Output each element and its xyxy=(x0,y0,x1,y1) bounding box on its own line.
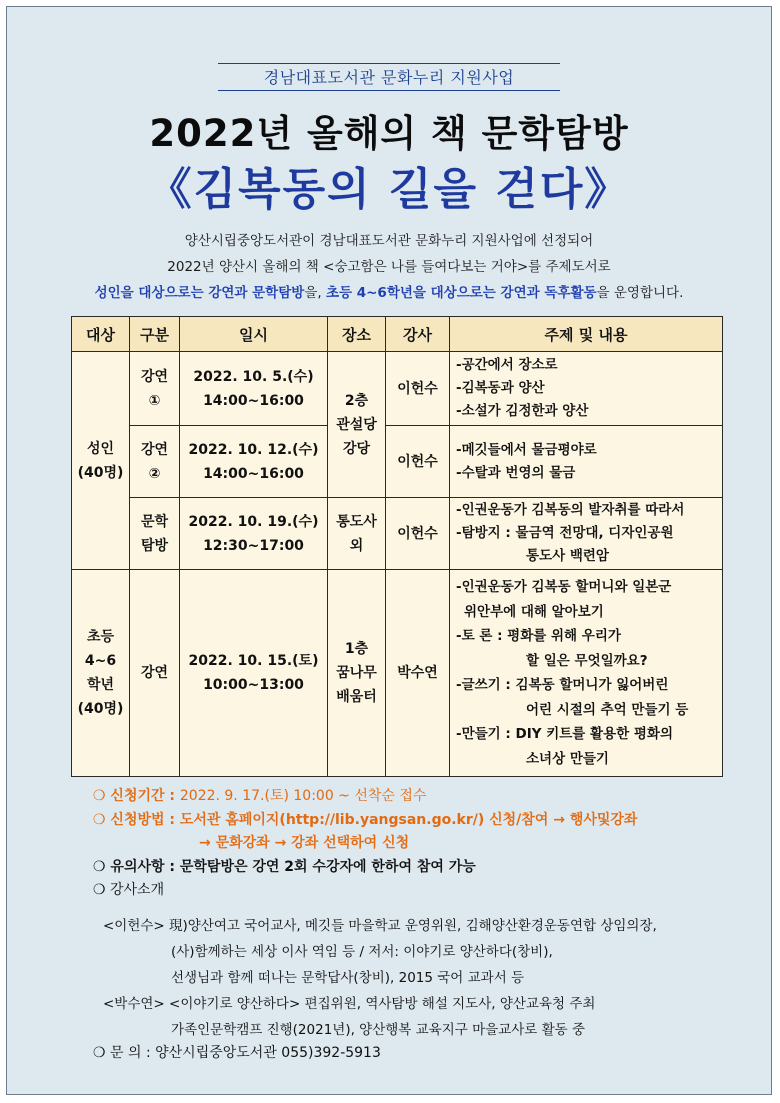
method-row-continued: → 문화강좌 → 강좌 선택하여 신청 xyxy=(199,835,410,851)
notice-row xyxy=(93,856,637,880)
poster-subtitle: 《김복동의 길을 걷다》 xyxy=(147,164,631,215)
header-target: 대상 xyxy=(72,317,130,352)
table-row xyxy=(72,498,723,570)
contact-row xyxy=(93,1042,381,1062)
lecturer-lee-line: (사)함께하는 세상 이사 역임 등 / 저서: 이야기로 양산하다(창비), xyxy=(171,944,553,960)
type-number: ② xyxy=(148,465,161,482)
target-count: (40명) xyxy=(77,701,124,717)
target-child xyxy=(72,570,130,777)
content-cell xyxy=(450,426,723,498)
target-label: 학년 xyxy=(86,677,115,693)
content-line: 할 일은 무엇일까요? xyxy=(526,652,648,669)
lecturer-park-line: <박수연> <이야기로 양산하다> 편집위원, 역사탐방 해설 지도사, 양산교육청 주최 xyxy=(103,996,596,1012)
time-text: 10:00~13:00 xyxy=(203,677,304,693)
content-cell xyxy=(450,570,723,777)
type-cell: 강연 xyxy=(130,570,180,777)
content-line: 소녀상 만들기 xyxy=(526,750,609,767)
contact-value: 양산시립중앙도서관 055)392-5913 xyxy=(155,1045,381,1061)
content-line: -탐방지 : 물금역 전망대, 디자인공원 xyxy=(456,525,674,541)
lecturer-cell: 이헌수 xyxy=(386,498,450,570)
place-line: 통도사 xyxy=(336,513,377,530)
intro-line-3 xyxy=(7,280,771,306)
target-label: 초등 xyxy=(86,629,115,645)
table-row xyxy=(72,352,723,426)
type-cell xyxy=(130,426,180,498)
place-line: 관설당 xyxy=(336,416,377,433)
poster-frame xyxy=(6,6,772,1095)
content-line: -소설가 김정한과 양산 xyxy=(456,403,589,419)
lecturer-intro-title: ❍ 강사소개 xyxy=(93,882,165,898)
method-value: 도서관 홈페이지(http://lib.yangsan.go.kr/) 신청/참여 → 행사및강좌 xyxy=(179,811,638,828)
time-text: 14:00~16:00 xyxy=(203,465,304,482)
content-line: -수탈과 번영의 물금 xyxy=(456,464,576,481)
intro-line-2: 2022년 양산시 올해의 책 <숭고함은 나를 들여다보는 거야>를 주제도서로 xyxy=(167,259,611,275)
date-text: 2022. 10. 12.(수) xyxy=(188,441,319,458)
intro-line-1: 양산시립중앙도서관이 경남대표도서관 문화누리 지원사업에 선정되어 xyxy=(184,233,594,249)
place-line: 1층 xyxy=(344,641,369,657)
target-label: 성인 xyxy=(86,440,115,457)
schedule-table xyxy=(71,316,723,777)
type-number: ① xyxy=(148,392,161,409)
date-text: 2022. 10. 19.(수) xyxy=(188,513,319,530)
lecturer-park-line: 가족인문학캠프 진행(2021년), 양산행복 교육지구 마을교사로 활동 중 xyxy=(171,1022,585,1038)
lecturer-lee-line: <이헌수> 現)양산여고 국어교사, 메깃들 마을학교 운영위원, 김해양산환경운동연합 상임의장, xyxy=(103,918,657,934)
place-cell xyxy=(328,570,386,777)
content-line: -만들기 : DIY 키트를 활용한 평화의 xyxy=(456,726,673,742)
header-place: 장소 xyxy=(328,317,386,352)
period-row xyxy=(93,785,637,809)
date-text: 2022. 10. 5.(수) xyxy=(193,368,314,385)
type-label: 문학 xyxy=(140,513,169,530)
content-line: -공간에서 장소로 xyxy=(456,357,558,373)
content-cell xyxy=(450,498,723,570)
intro-text-part: 을, xyxy=(304,285,326,301)
type-cell xyxy=(130,498,180,570)
method-row xyxy=(93,809,637,833)
header-datetime: 일시 xyxy=(180,317,328,352)
place-cell xyxy=(328,498,386,570)
period-label: ❍ 신청기간 : xyxy=(93,788,180,804)
date-text: 2022. 10. 15.(토) xyxy=(188,653,319,669)
time-text: 14:00~16:00 xyxy=(203,392,304,409)
type-label: 강연 xyxy=(140,441,169,458)
content-line: 통도사 백련암 xyxy=(526,548,609,564)
content-line: -인권운동가 김복동 할머니와 일본군 xyxy=(456,579,672,595)
place-line: 배움터 xyxy=(336,689,377,705)
period-value: 2022. 9. 17.(토) 10:00 ~ 선착순 접수 xyxy=(179,788,427,804)
intro-text-part: 을 운영합니다. xyxy=(596,285,684,301)
lecturer-cell: 박수연 xyxy=(386,570,450,777)
table-row xyxy=(72,426,723,498)
lecturer-cell: 이헌수 xyxy=(386,426,450,498)
type-cell xyxy=(130,352,180,426)
place-line: 2층 xyxy=(344,392,369,409)
target-adult xyxy=(72,352,130,570)
poster-title: 2022년 올해의 책 문학탐방 xyxy=(149,112,629,155)
lecturer-bios xyxy=(103,913,657,1043)
content-line: -인권운동가 김복동의 발자취를 따라서 xyxy=(456,502,685,518)
content-cell xyxy=(450,352,723,426)
table-header-row xyxy=(72,317,723,352)
time-text: 12:30~17:00 xyxy=(203,537,304,554)
content-line: -메깃들에서 물금평야로 xyxy=(456,441,597,458)
datetime-cell xyxy=(180,570,328,777)
lecturer-cell: 이헌수 xyxy=(386,352,450,426)
type-label: 강연 xyxy=(140,368,169,385)
notice-label: ❍ 유의사항 : xyxy=(93,858,180,875)
datetime-cell xyxy=(180,426,328,498)
intro-child-highlight: 초등 4~6학년을 대상으로는 강연과 독후활동 xyxy=(325,285,597,301)
place-line: 꿈나무 xyxy=(336,665,377,681)
header-content: 주제 및 내용 xyxy=(450,317,723,352)
content-line: 어린 시절의 추억 만들기 등 xyxy=(526,701,689,718)
table-row xyxy=(72,570,723,777)
program-kicker: 경남대표도서관 문화누리 지원사업 xyxy=(218,63,561,91)
header-type: 구분 xyxy=(130,317,180,352)
target-label: 4~6 xyxy=(84,653,117,669)
lecturer-lee-line: 선생님과 함께 떠나는 문학답사(창비), 2015 국어 교과서 등 xyxy=(171,970,525,986)
content-line: -토 론 : 평화를 위해 우리가 xyxy=(456,628,621,644)
application-info xyxy=(93,785,637,903)
datetime-cell xyxy=(180,498,328,570)
datetime-cell xyxy=(180,352,328,426)
intro-text xyxy=(7,228,771,306)
place-cell xyxy=(328,352,386,498)
place-line: 외 xyxy=(349,537,364,554)
method-label: ❍ 신청방법 : xyxy=(93,811,180,828)
intro-adult-highlight: 성인을 대상으로는 강연과 문학탐방 xyxy=(94,285,305,301)
target-count: (40명) xyxy=(77,464,124,481)
notice-value: 문학탐방은 강연 2회 수강자에 한하여 참여 가능 xyxy=(179,858,476,875)
content-line: -글쓰기 : 김복동 할머니가 잃어버린 xyxy=(456,677,669,693)
content-line: -김복동과 양산 xyxy=(456,380,545,396)
type-label: 탐방 xyxy=(140,537,169,554)
header-lecturer: 강사 xyxy=(386,317,450,352)
content-line: 위안부에 대해 알아보기 xyxy=(464,603,604,620)
place-line: 강당 xyxy=(342,440,371,457)
contact-label: ❍ 문 의 : xyxy=(93,1045,156,1061)
